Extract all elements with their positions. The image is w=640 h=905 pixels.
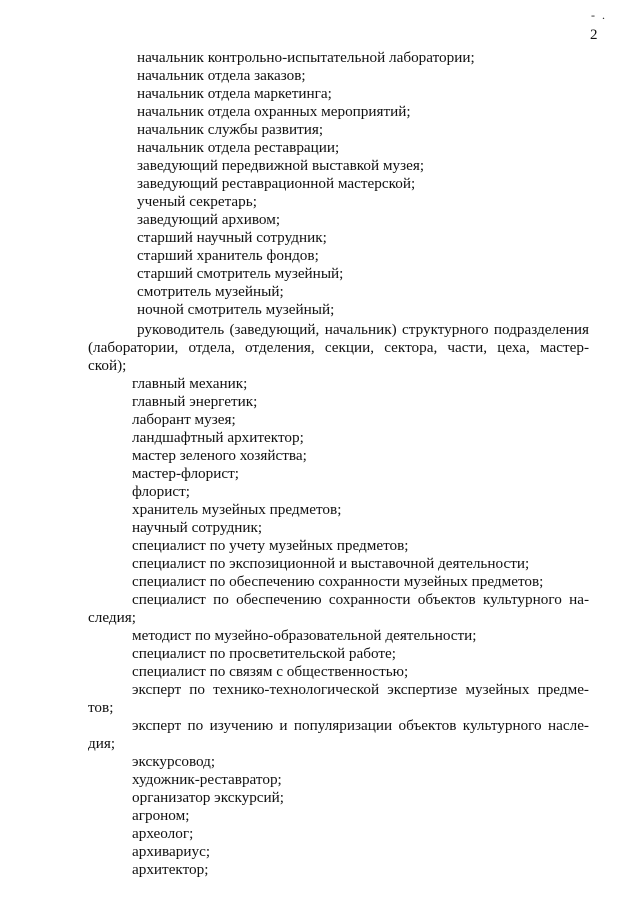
list-item: специалист по связям с общественностью; [132,663,409,680]
page-number: 2 [590,27,598,43]
list-item: следия; [88,609,136,626]
list-item: ской); [88,357,127,374]
list-item: дия; [88,735,116,752]
list-item: архитектор; [132,861,209,878]
list-item: агроном; [132,807,190,824]
list-item: экскурсовод; [132,753,216,770]
list-item: начальник отдела заказов; [137,67,306,84]
list-item: мастер-флорист; [132,465,239,482]
list-item: начальник отдела охранных мероприятий; [137,103,411,120]
list-item: заведующий передвижной выставкой музея; [137,157,425,174]
list-item: начальник контрольно-испытательной лаборатории; [137,49,475,66]
list-item: заведующий реставрационной мастерской; [137,175,416,192]
list-item: ученый секретарь; [137,193,257,210]
list-item: хранитель музейных предметов; [132,501,342,518]
list-item: специалист по обеспечению сохранности музейных предметов; [132,573,544,590]
list-item: лаборант музея; [132,411,236,428]
list-item: старший научный сотрудник; [137,229,327,246]
list-item: ландшафтный архитектор; [132,429,304,446]
list-item: главный энергетик; [132,393,258,410]
list-item: художник-реставратор; [132,771,282,788]
list-item: заведующий архивом; [137,211,281,228]
list-item: старший смотритель музейный; [137,265,344,282]
list-item: мастер зеленого хозяйства; [132,447,307,464]
list-item: археолог; [132,825,194,842]
list-item: специалист по просветительской работе; [132,645,396,662]
list-item: специалист по учету музейных предметов; [132,537,409,554]
list-item: старший хранитель фондов; [137,247,319,264]
list-item: руководитель (заведующий, начальник) структурного подразделения [137,321,589,338]
list-item: эксперт по технико-технологической экспертизе музейных предме- [132,681,589,698]
corner-mark: - . [591,8,607,22]
list-item: флорист; [132,483,190,500]
list-item: эксперт по изучению и популяризации объектов культурного насле- [132,717,589,734]
list-item: специалист по обеспечению сохранности объектов культурного на- [132,591,589,608]
list-item: специалист по экспозиционной и выставочной деятельности; [132,555,530,572]
list-item: организатор экскурсий; [132,789,285,806]
list-item: тов; [88,699,114,716]
list-item: начальник отдела маркетинга; [137,85,332,102]
list-item: (лаборатории, отдела, отделения, секции, сектора, части, цеха, мастер- [88,339,589,356]
list-item: архивариус; [132,843,211,860]
list-item: начальник отдела реставрации; [137,139,340,156]
list-item: смотритель музейный; [137,283,284,300]
list-item: научный сотрудник; [132,519,263,536]
list-item: методист по музейно-образовательной деятельности; [132,627,477,644]
list-item: главный механик; [132,375,248,392]
list-item: начальник службы развития; [137,121,324,138]
list-item: ночной смотритель музейный; [137,301,335,318]
